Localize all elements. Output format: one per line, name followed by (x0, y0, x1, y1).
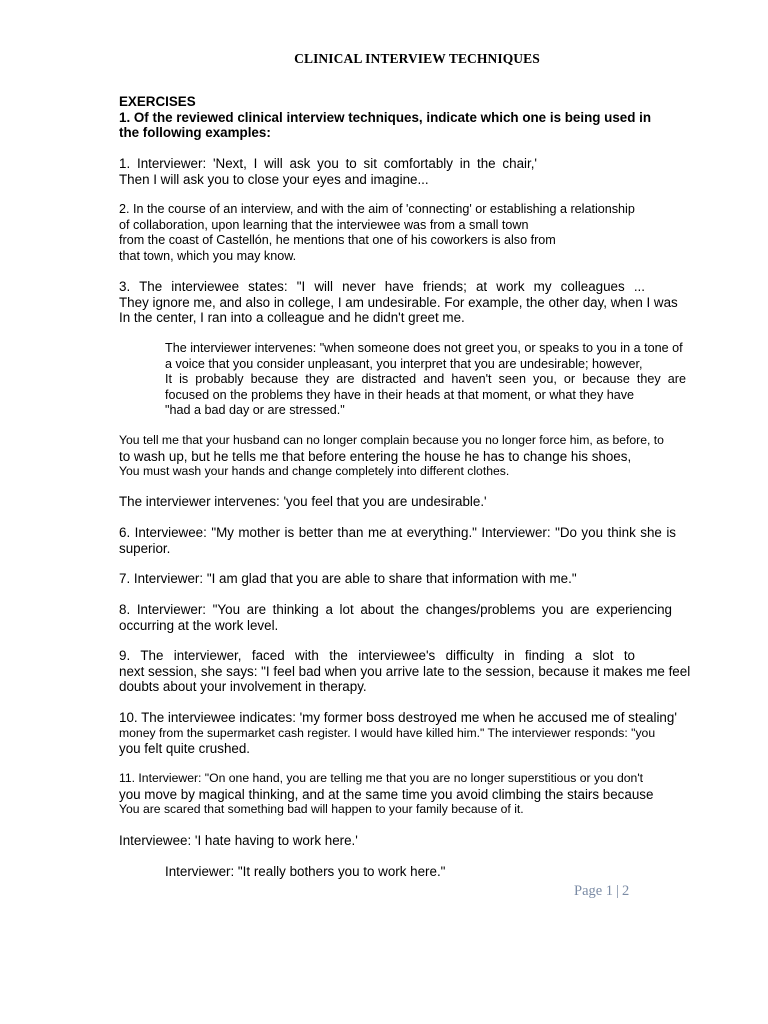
item-12-interviewer-text: Interviewer: "It really bothers you to work here." (165, 864, 446, 879)
exercise-item-2 (119, 202, 635, 264)
exercise-item-10 (119, 710, 677, 757)
item-10-line-2: money from the supermarket cash register. I would have killed him." The interviewer responds: "you (119, 725, 656, 740)
item-2-line-3: from the coast of Castellón, he mentions that one of his coworkers is also from (119, 233, 556, 247)
response-line-2: a voice that you consider unpleasant, you interpret that you are undesirable; however, (165, 356, 643, 371)
item-1-line-2: Then I will ask you to close your eyes and imagine... (119, 171, 429, 187)
response-line-1: The interviewer intervenes: "when someone does not greet you, or speaks to you in a tone of (165, 341, 683, 355)
item-10-line-1: 10. The interviewee indicates: 'my former boss destroyed me when he accused me of stealing' (119, 710, 677, 725)
instruction-line-2: the following examples: (119, 125, 271, 140)
page-total: 2 (621, 883, 630, 899)
item-9-line-3: doubts about your involvement in therapy. (119, 679, 367, 694)
page-number-footer (574, 883, 629, 900)
item-11-line-1: 11. Interviewer: "On one hand, you are telling me that you are no longer superstitious or you don't (119, 771, 644, 785)
item-3-line-1: 3. The interviewee states: "I will never have friends; at work my colleagues ... (119, 279, 645, 294)
exercise-item-9 (119, 648, 690, 695)
page-label: Page 1 (574, 883, 614, 899)
item-7-text: 7. Interviewer: "I am glad that you are able to share that information with me." (119, 571, 577, 586)
exercises-heading: EXERCISES (119, 94, 196, 109)
item-11-line-2: you move by magical thinking, and at the same time you avoid climbing the stairs because (119, 786, 654, 802)
item-4-line-2: to wash up, but he tells me that before entering the house he has to change his shoes, (119, 448, 632, 464)
exercise-item-12-interviewee (119, 833, 358, 849)
exercise-item-1 (119, 156, 537, 187)
item-2-line-2: of collaboration, upon learning that the interviewee was from a small town (119, 217, 529, 232)
exercise-item-6 (119, 525, 676, 556)
item-8-line-1: 8. Interviewer: "You are thinking a lot about the changes/problems you are experiencing (119, 602, 672, 617)
document-title: CLINICAL INTERVIEW TECHNIQUES (294, 51, 540, 66)
response-line-4: focused on the problems they have in their heads at that moment, or what they have (165, 387, 635, 402)
item-2-line-4: that town, which you may know. (119, 248, 297, 263)
item-12-interviewee-text: Interviewee: 'I hate having to work here.' (119, 833, 358, 848)
item-4-line-1: You tell me that your husband can no longer complain because you no longer force him, as before, to (119, 433, 664, 447)
item-6-line-2: superior. (119, 540, 171, 556)
item-5-text: The interviewer intervenes: 'you feel that you are undesirable.' (119, 494, 487, 509)
item-9-line-2: next session, she says: "I feel bad when you arrive late to the session, because it makes me feel (119, 663, 691, 679)
response-line-5: "had a bad day or are stressed." (165, 403, 345, 417)
exercise-item-4 (119, 433, 664, 480)
item-3-line-2: They ignore me, and also in college, I am undesirable. For example, the other day, when I was (119, 294, 678, 310)
exercise-item-12-interviewer (165, 864, 445, 880)
response-line-3: It is probably because they are distracted and haven't seen you, or because they are (165, 372, 686, 386)
exercises-section-header (119, 94, 651, 141)
exercise-item-7 (119, 571, 577, 587)
page-separator: | (616, 883, 619, 899)
item-10-line-3: you felt quite crushed. (119, 741, 251, 756)
item-1-line-1: 1. Interviewer: 'Next, I will ask you to sit comfortably in the chair,' (119, 156, 537, 171)
item-4-line-3: You must wash your hands and change completely into different clothes. (119, 464, 510, 478)
item-2-line-1: 2. In the course of an interview, and with the aim of 'connecting' or establishing a relationship (119, 202, 635, 216)
exercise-item-8 (119, 602, 672, 633)
item-3-interviewer-response (165, 341, 710, 419)
instruction-line-1: 1. Of the reviewed clinical interview techniques, indicate which one is being used in (119, 109, 652, 125)
item-8-line-2: occurring at the work level. (119, 617, 279, 633)
exercise-item-11 (119, 771, 653, 818)
item-11-line-3: You are scared that something bad will happen to your family because of it. (119, 802, 524, 816)
item-6-line-1: 6. Interviewee: "My mother is better than me at everything." Interviewer: "Do you think she is (119, 525, 676, 540)
exercise-item-5 (119, 494, 487, 510)
item-3-line-3: In the center, I ran into a colleague and he didn't greet me. (119, 310, 465, 325)
item-9-line-1: 9. The interviewer, faced with the interviewee's difficulty in finding a slot to (119, 648, 635, 663)
exercise-item-3 (119, 279, 678, 326)
